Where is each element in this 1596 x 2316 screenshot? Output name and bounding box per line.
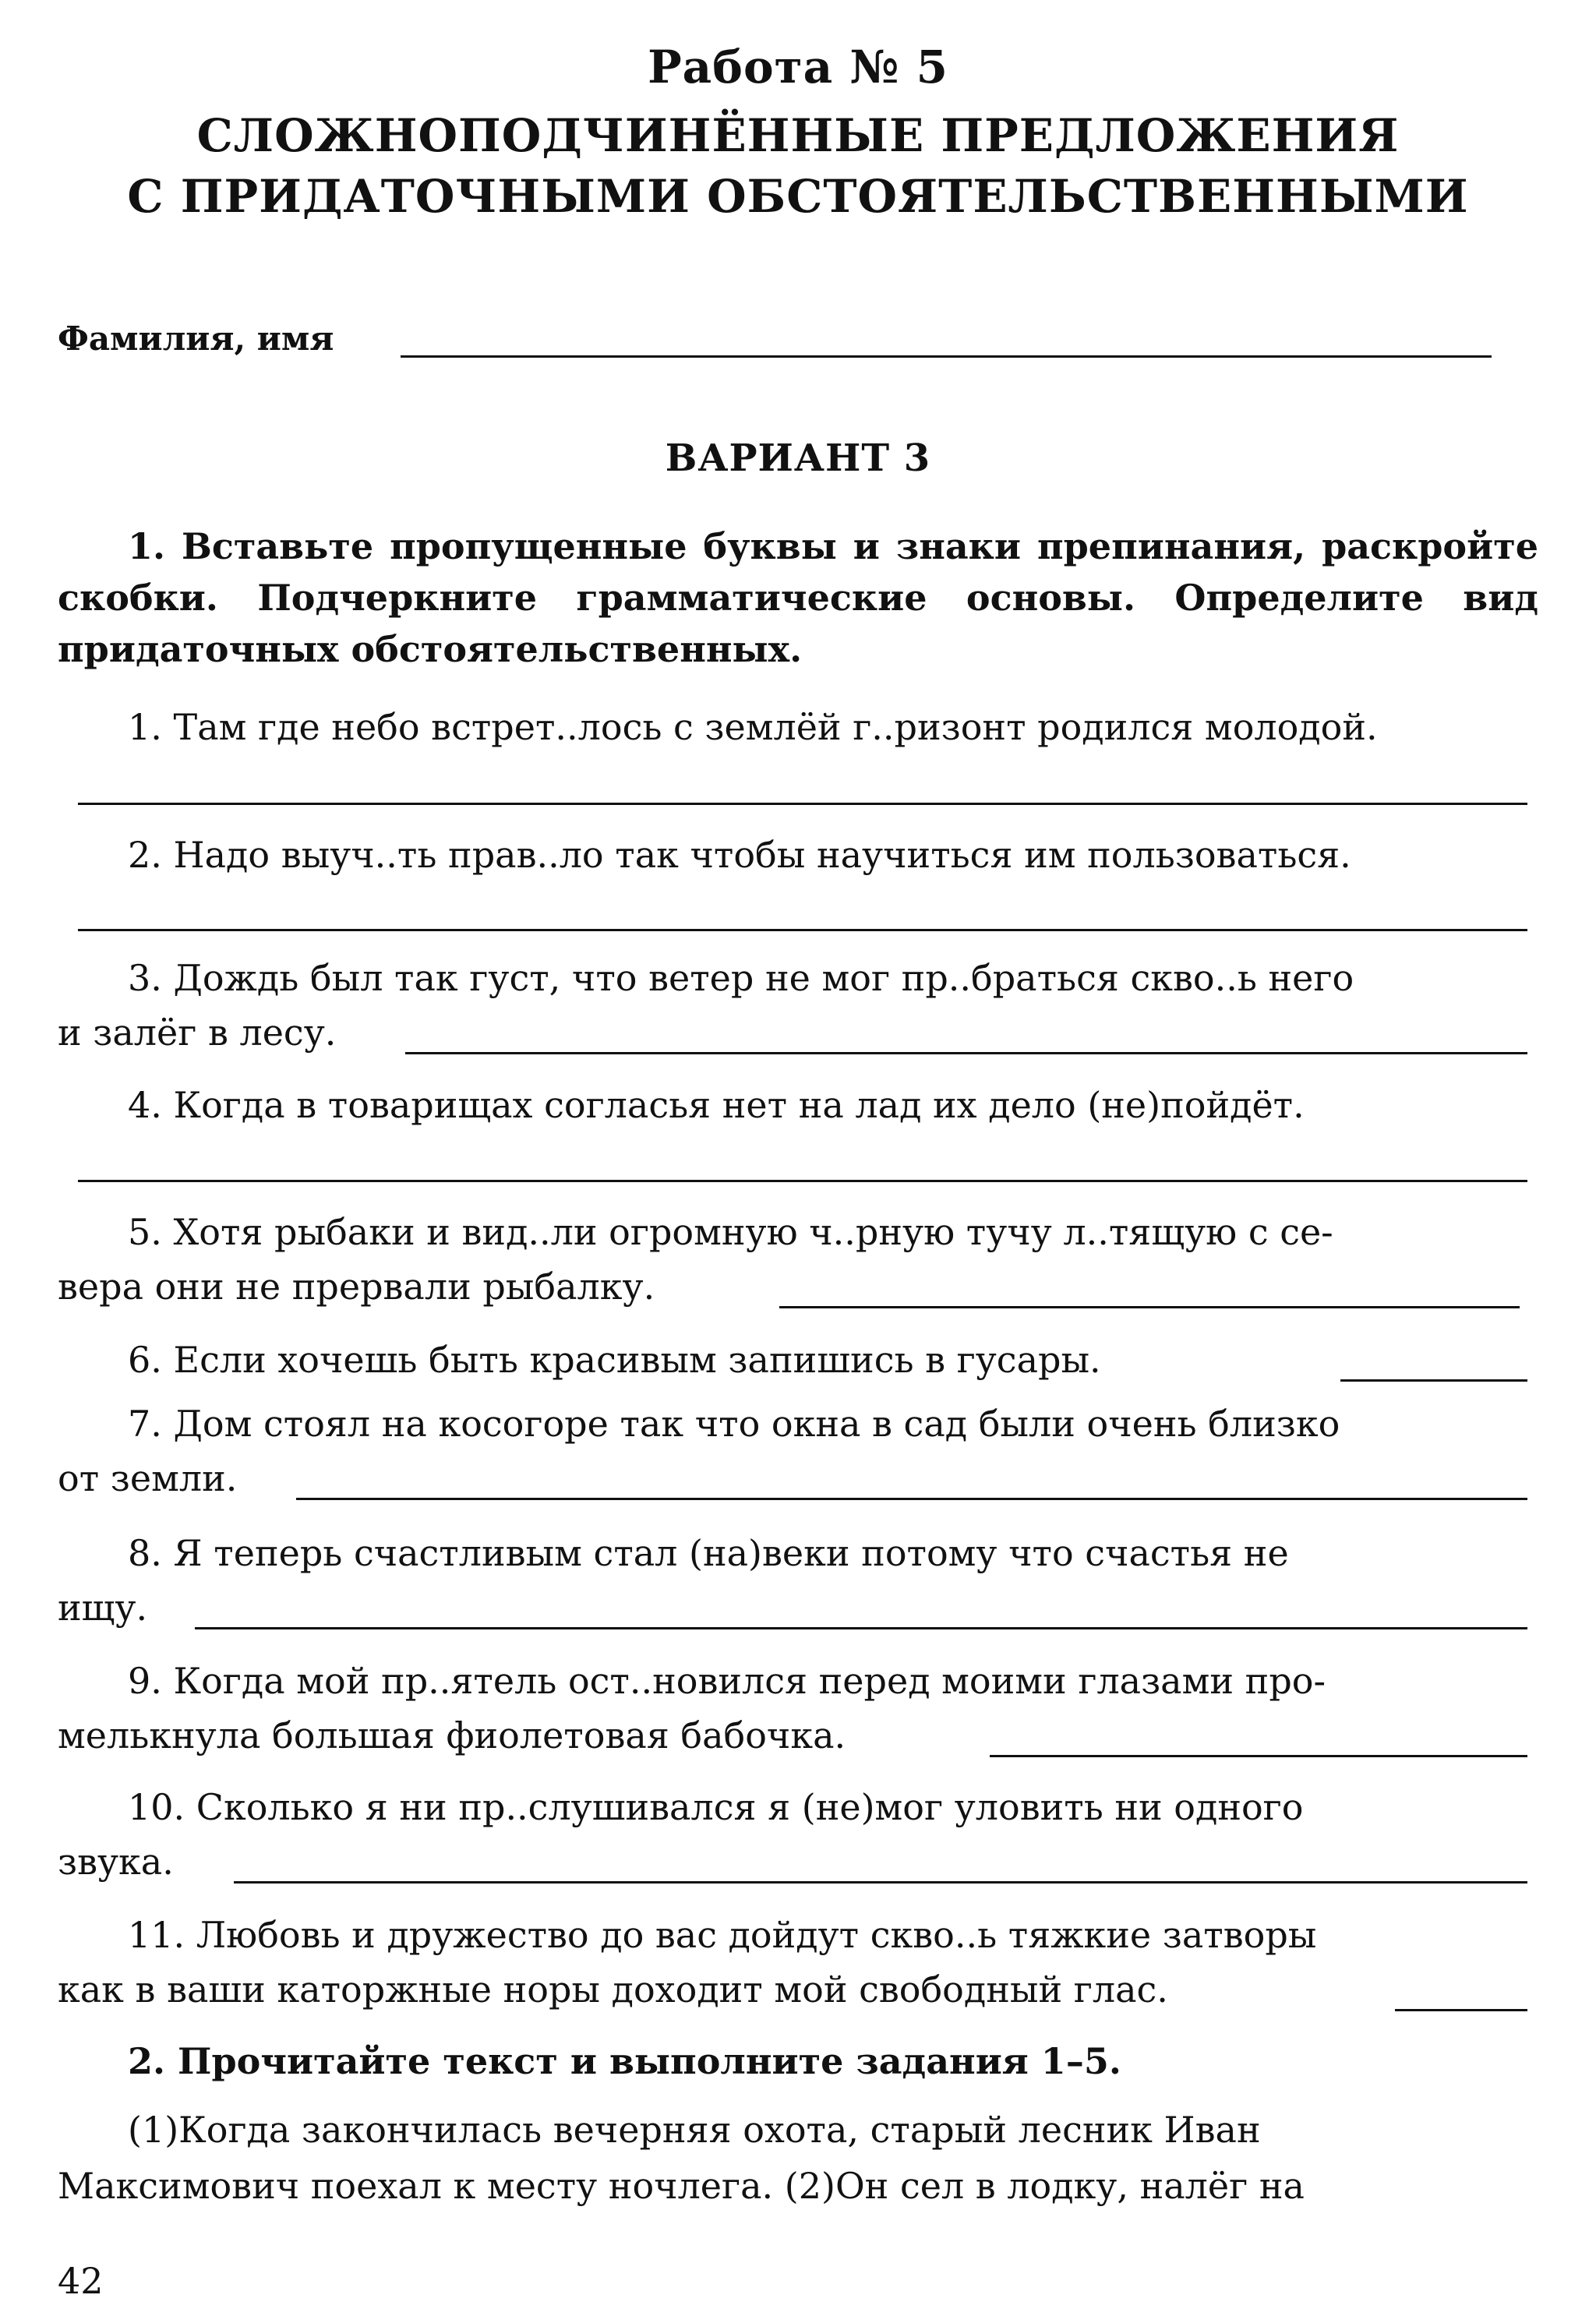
task-2-instruction: 2. Прочитайте текст и выполните задания 1–5. (128, 2040, 1121, 2082)
page-number: 42 (58, 2260, 104, 2302)
sentence-3-line-1: 3. Дождь был так густ, что ветер не мог пр..браться скво..ь него (128, 957, 1354, 999)
topic-title-line-2: С ПРИДАТОЧНЫМИ ОБСТОЯТЕЛЬСТВЕННЫМИ (127, 170, 1469, 223)
answer-blank-2[interactable] (78, 929, 1527, 931)
student-name-label: Фамилия, имя (58, 320, 334, 358)
answer-blank-10[interactable] (234, 1881, 1527, 1884)
task-2-text-line-2: Максимович поехал к месту ночлега. (2)Он сел в лодку, налёг на (58, 2165, 1305, 2207)
sentence-10-line-1: 10. Сколько я ни пр..слушивался я (не)мог уловить ни одного (128, 1786, 1304, 1828)
sentence-9-line-2: мелькнула большая фиолетовая бабочка. (58, 1714, 846, 1756)
sentence-6: 6. Если хочешь быть красивым запишись в гусары. (128, 1339, 1101, 1381)
answer-blank-5[interactable] (779, 1306, 1520, 1308)
student-name-blank[interactable] (401, 355, 1492, 358)
sentence-8-line-2: ищу. (58, 1587, 148, 1629)
sentence-2: 2. Надо выуч..ть прав..ло так чтобы научиться им пользоваться. (128, 834, 1351, 876)
answer-blank-4[interactable] (78, 1180, 1527, 1182)
sentence-9-line-1: 9. Когда мой пр..ятель ост..новился перед моими глазами про- (128, 1660, 1326, 1702)
sentence-5-line-2: вера они не прервали рыбалку. (58, 1266, 655, 1308)
sentence-3-line-2: и залёг в лесу. (58, 1011, 337, 1054)
work-title: Работа № 5 (648, 41, 948, 94)
sentence-4: 4. Когда в товарищах согласья нет на лад их дело (не)пойдёт. (128, 1084, 1305, 1126)
answer-blank-9[interactable] (990, 1755, 1527, 1757)
sentence-8-line-1: 8. Я теперь счастливым стал (на)веки потому что счастья не (128, 1532, 1289, 1574)
answer-blank-8[interactable] (195, 1627, 1527, 1629)
answer-blank-7[interactable] (296, 1498, 1527, 1500)
answer-blank-11[interactable] (1395, 2009, 1527, 2011)
sentence-11-line-1: 11. Любовь и дружество до вас дойдут скво..ь тяжкие затворы (128, 1914, 1317, 1956)
answer-blank-3[interactable] (405, 1052, 1527, 1054)
sentence-1: 1. Там где небо встрет..лось с землёй г..ризонт родился молодой. (128, 706, 1378, 748)
sentence-5-line-1: 5. Хотя рыбаки и вид..ли огромную ч..рную тучу л..тящую с се- (128, 1211, 1333, 1253)
sentence-7-line-1: 7. Дом стоял на косогоре так что окна в сад были очень близко (128, 1403, 1340, 1445)
answer-blank-6[interactable] (1340, 1379, 1527, 1382)
answer-blank-1[interactable] (78, 803, 1527, 805)
topic-title-line-1: СЛОЖНОПОДЧИНЁННЫЕ ПРЕДЛОЖЕНИЯ (196, 109, 1400, 162)
student-name-row (58, 320, 1492, 366)
task-2-text-line-1: (1)Когда закончилась вечерняя охота, старый лесник Иван (128, 2109, 1261, 2151)
sentence-10-line-2: звука. (58, 1841, 174, 1883)
variant-heading: ВАРИАНТ 3 (665, 436, 931, 480)
sentence-7-line-2: от земли. (58, 1457, 238, 1499)
task-1-instruction: 1. Вставьте пропущенные буквы и знаки препинания, раскройте скобки. Подчеркните грамматические основы. Определите вид придаточных обстоятельственных. (58, 525, 1538, 670)
sentence-11-line-2: как в ваши каторжные норы доходит мой свободный глас. (58, 1968, 1168, 2011)
